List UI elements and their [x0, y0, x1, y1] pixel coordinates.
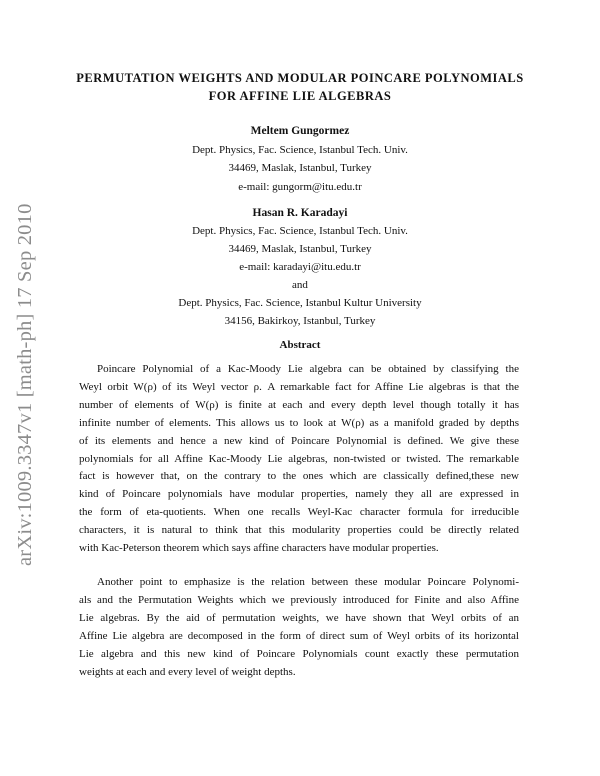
author-2-and: and — [292, 279, 308, 291]
author-2-address-2: 34156, Bakirkoy, Istanbul, Turkey — [224, 315, 376, 327]
author-1-department: Dept. Physics, Fac. Science, Istanbul Tech. Univ. — [192, 144, 408, 156]
abstract-line: the form of eta-quotients. When one recalls Weyl-Kac character formula for irreducible — [79, 506, 519, 519]
abstract-paragraph-1 — [79, 361, 519, 558]
author-name-2: Hasan R. Karadayi — [252, 207, 348, 219]
abstract-heading: Abstract — [279, 339, 321, 351]
author-1-email: e-mail: gungorm@itu.edu.tr — [238, 181, 362, 193]
abstract-line: polynomials for all Affine Kac-Moody Lie algebras, non-twisted or twisted. The remarkable — [79, 452, 519, 465]
abstract-line: number of elements of W(ρ) is finite at each and every depth level though totally it has — [79, 398, 519, 411]
abstract-line: characters, it is natural to think that this modularity properties could be directly related — [79, 524, 519, 537]
abstract-paragraph-2 — [79, 574, 519, 681]
abstract-line: fact is however that, on the contrary to the ones which are classically defined,these new — [79, 470, 519, 483]
abstract-line: Another point to emphasize is the relation between these modular Poincare Polynomi- — [97, 576, 519, 588]
arxiv-identifier: arXiv:1009.3347v1 [math-ph] 17 Sep 2010 — [14, 203, 36, 566]
abstract-line: with Kac-Peterson theorem which says affine characters have modular properties. — [79, 542, 439, 555]
abstract-line: Weyl orbit W(ρ) of its Weyl vector ρ. A remarkable fact for Affine Lie algebras is that the — [79, 380, 519, 393]
abstract-line: Lie algebras. By the aid of permutation weights, we have shown that Weyl orbits of an — [79, 611, 519, 624]
abstract-line: kind of Poincare polynomials have modular properties, namely they all are expressed in — [79, 488, 519, 501]
author-2-department: Dept. Physics, Fac. Science, Istanbul Tech. Univ. — [192, 225, 408, 237]
author-2-email: e-mail: karadayi@itu.edu.tr — [239, 261, 361, 273]
abstract-line: Lie algebra and this new kind of Poincare Polynomials count exactly these permutation — [79, 647, 519, 660]
abstract-line: als and the Permutation Weights which we previously introduced for Finite and also Affine — [79, 593, 519, 606]
author-2-department-2: Dept. Physics, Fac. Science, Istanbul Kultur University — [178, 297, 422, 309]
paper-title-line-2: FOR AFFINE LIE ALGEBRAS — [208, 89, 392, 103]
author-name-1: Meltem Gungormez — [250, 125, 350, 137]
abstract-line: Affine Lie algebra are decomposed in the form of direct sum of Weyl orbits of its horizontal — [79, 629, 519, 642]
paper-title-line-1: PERMUTATION WEIGHTS AND MODULAR POINCARE POLYNOMIALS — [76, 71, 524, 85]
abstract-line: of its elements and hence a new kind of Poincare Polynomial is defined. We give these — [79, 434, 519, 447]
abstract-line: Poincare Polynomial of a Kac-Moody Lie algebra can be obtained by classifying the — [97, 363, 519, 375]
abstract-line: weights at each and every level of weight depths. — [79, 665, 296, 678]
abstract-line: infinite number of elements. This allows us to look at W(ρ) as a manifold graded by depths — [79, 416, 519, 429]
author-1-address: 34469, Maslak, Istanbul, Turkey — [228, 162, 372, 174]
author-2-address: 34469, Maslak, Istanbul, Turkey — [228, 243, 372, 255]
